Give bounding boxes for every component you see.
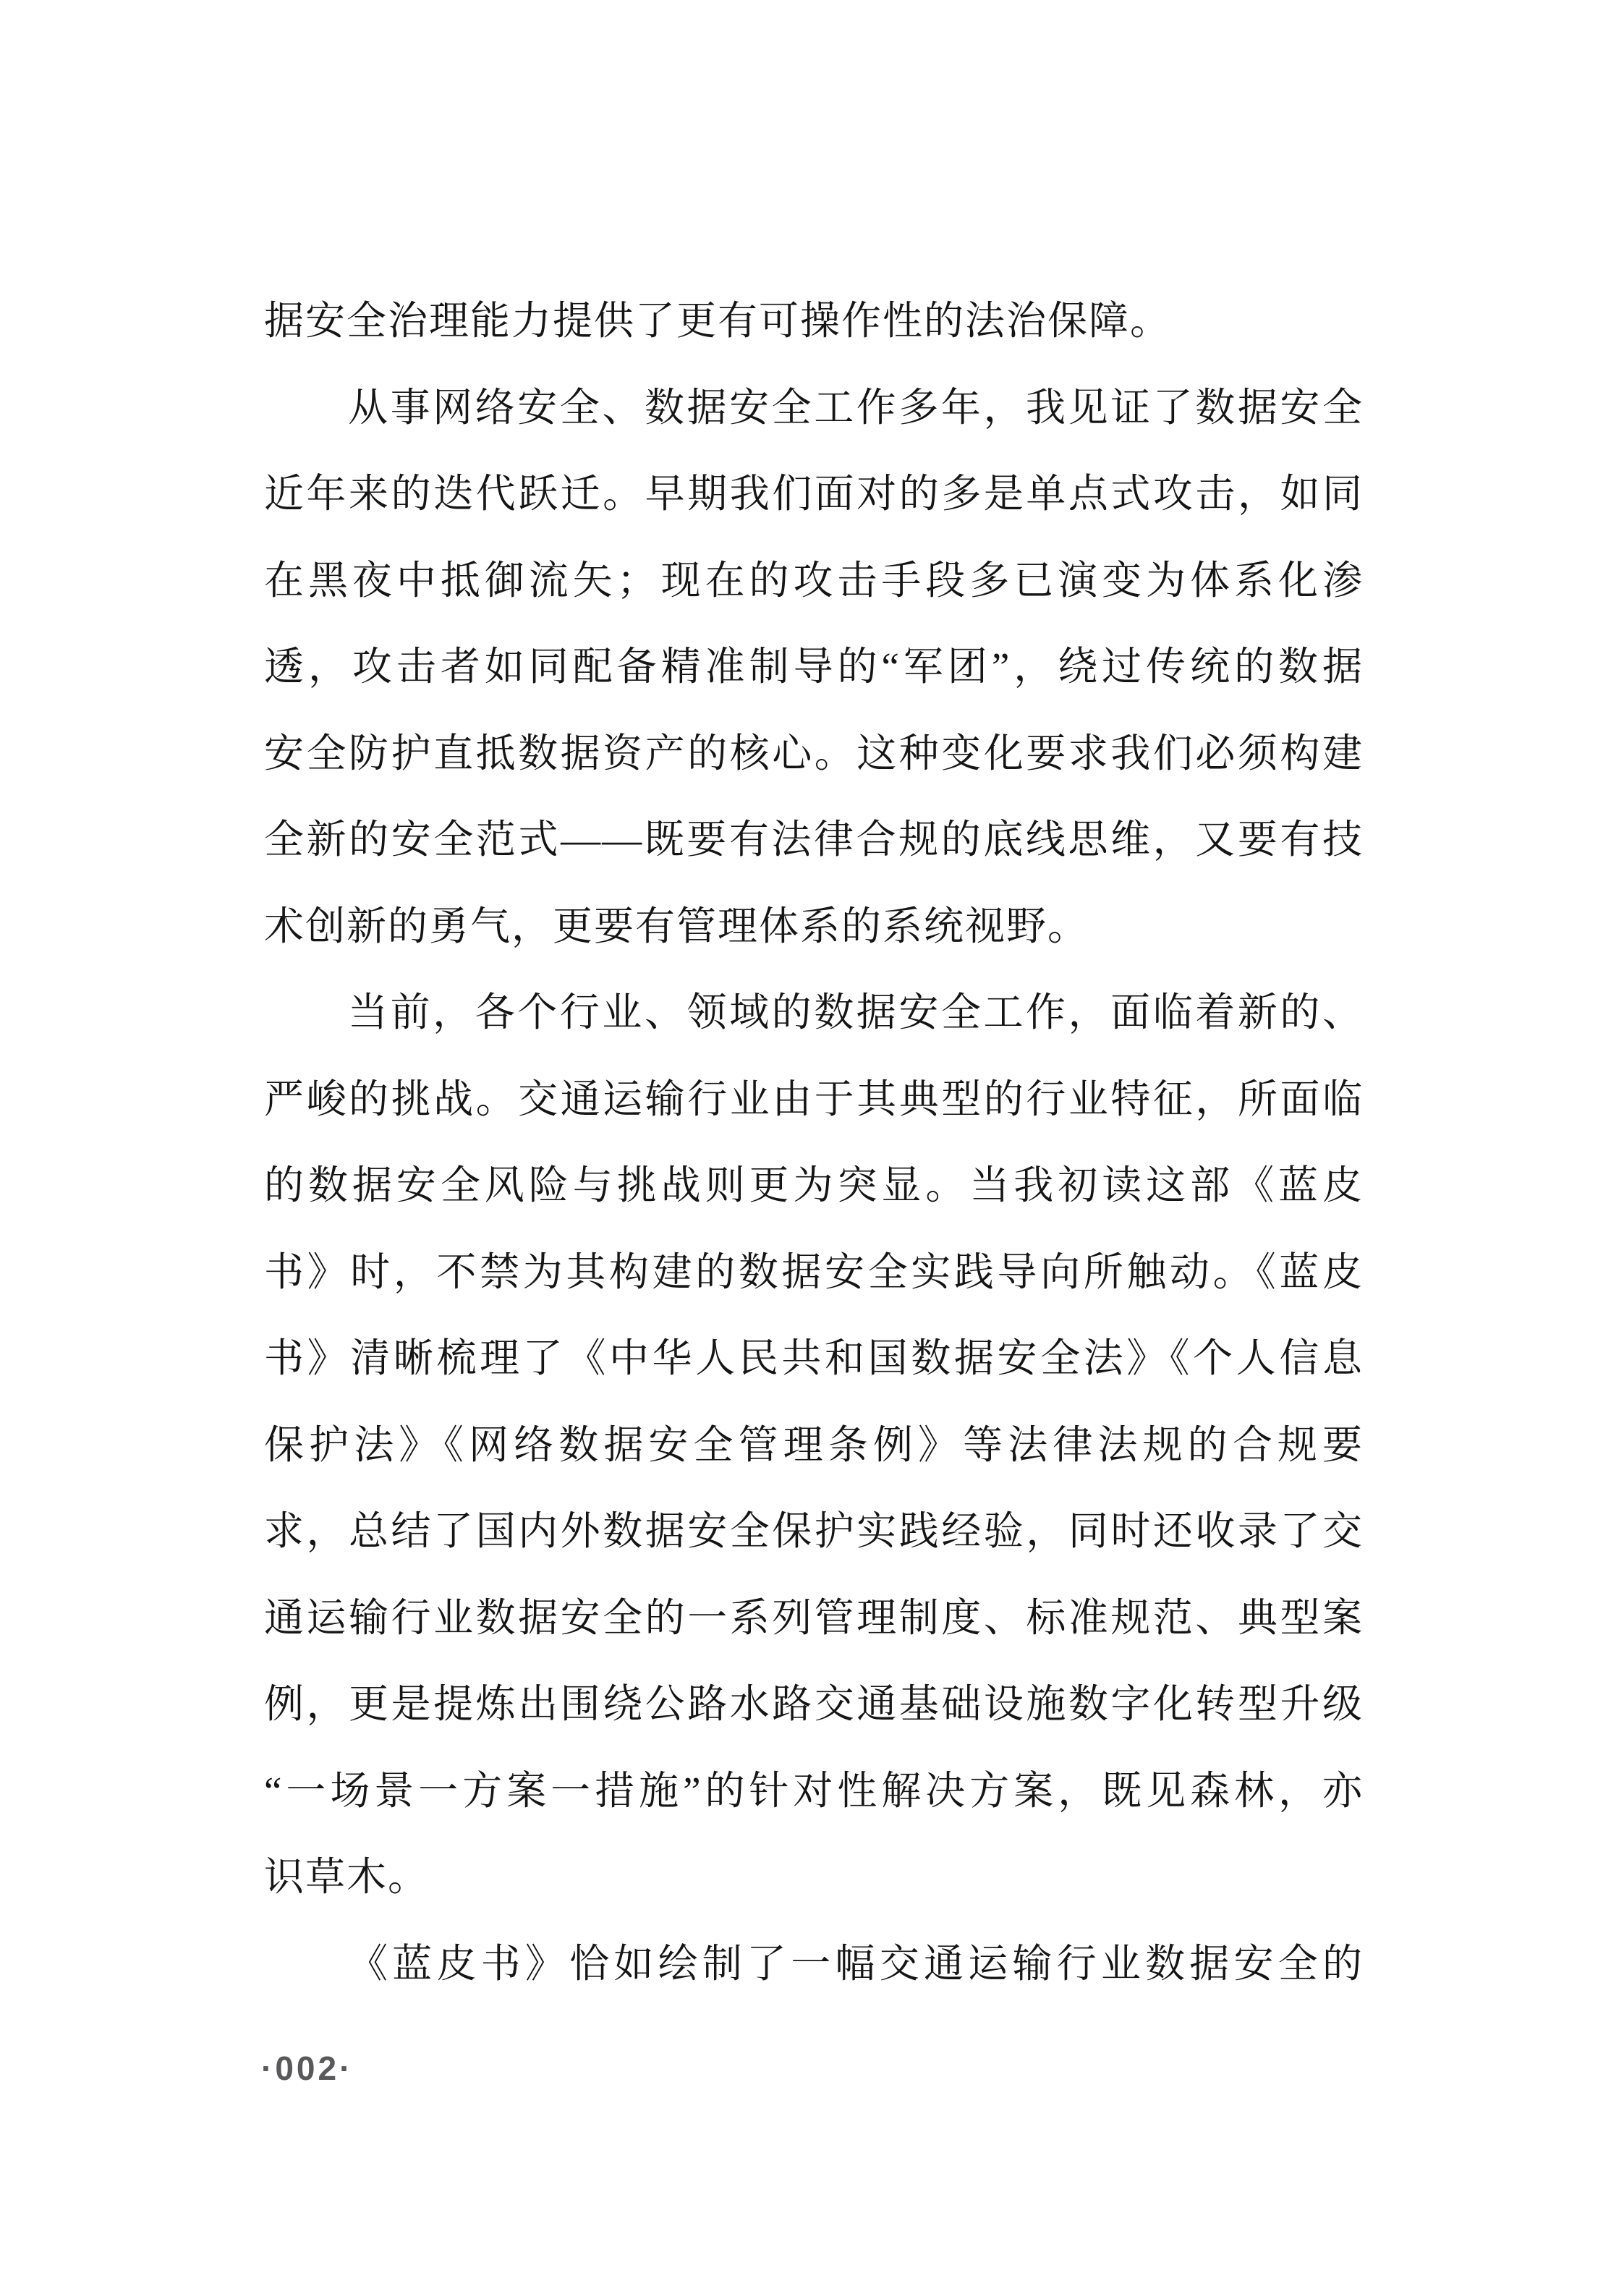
text-line: 全新的安全范式——既要有法律合规的底线思维，又要有技 [264,817,1364,862]
text-line: 书》清晰梳理了《中华人民共和国数据安全法》《个人信息 [264,1336,1364,1380]
text-line: 识草木。 [264,1855,430,1899]
text-line: 安全防护直抵数据资产的核心。这种变化要求我们必须构建 [264,731,1364,776]
text-line: 近年来的迭代跃迁。早期我们面对的多是单点式攻击，如同 [264,472,1364,516]
text-line: 在黑夜中抵御流矢；现在的攻击手段多已演变为体系化渗 [264,558,1364,603]
text-line: 《蓝皮书》恰如绘制了一幅交通运输行业数据安全的 [348,1941,1364,1986]
text-line: 从事网络安全、数据安全工作多年，我见证了数据安全 [348,385,1364,430]
text-line: “一场景一方案一措施”的针对性解决方案，既见森林，亦 [264,1768,1364,1813]
text-line: 书》时，不禁为其构建的数据安全实践导向所触动。《蓝皮 [264,1249,1364,1294]
text-line: 据安全治理能力提供了更有可操作性的法治保障。 [264,299,1172,343]
text-line: 求，总结了国内外数据安全保护实践经验，同时还收录了交 [264,1509,1364,1553]
page-number: ·002· [261,2049,354,2087]
body-text [264,278,1364,2007]
text-line: 当前，各个行业、领域的数据安全工作，面临着新的、 [348,990,1364,1034]
text-line: 术创新的勇气，更要有管理体系的系统视野。 [264,904,1089,948]
text-line: 的数据安全风险与挑战则更为突显。当我初读这部《蓝皮 [264,1163,1364,1207]
text-line: 保护法》《网络数据安全管理条例》等法律法规的合规要 [264,1422,1364,1467]
text-line: 例，更是提炼出围绕公路水路交通基础设施数字化转型升级 [264,1682,1364,1726]
text-line: 严峻的挑战。交通运输行业由于其典型的行业特征，所面临 [264,1076,1364,1121]
text-line: 通运输行业数据安全的一系列管理制度、标准规范、典型案 [264,1595,1364,1640]
text-line: 透，攻击者如同配备精准制导的“军团”，绕过传统的数据 [264,645,1364,689]
